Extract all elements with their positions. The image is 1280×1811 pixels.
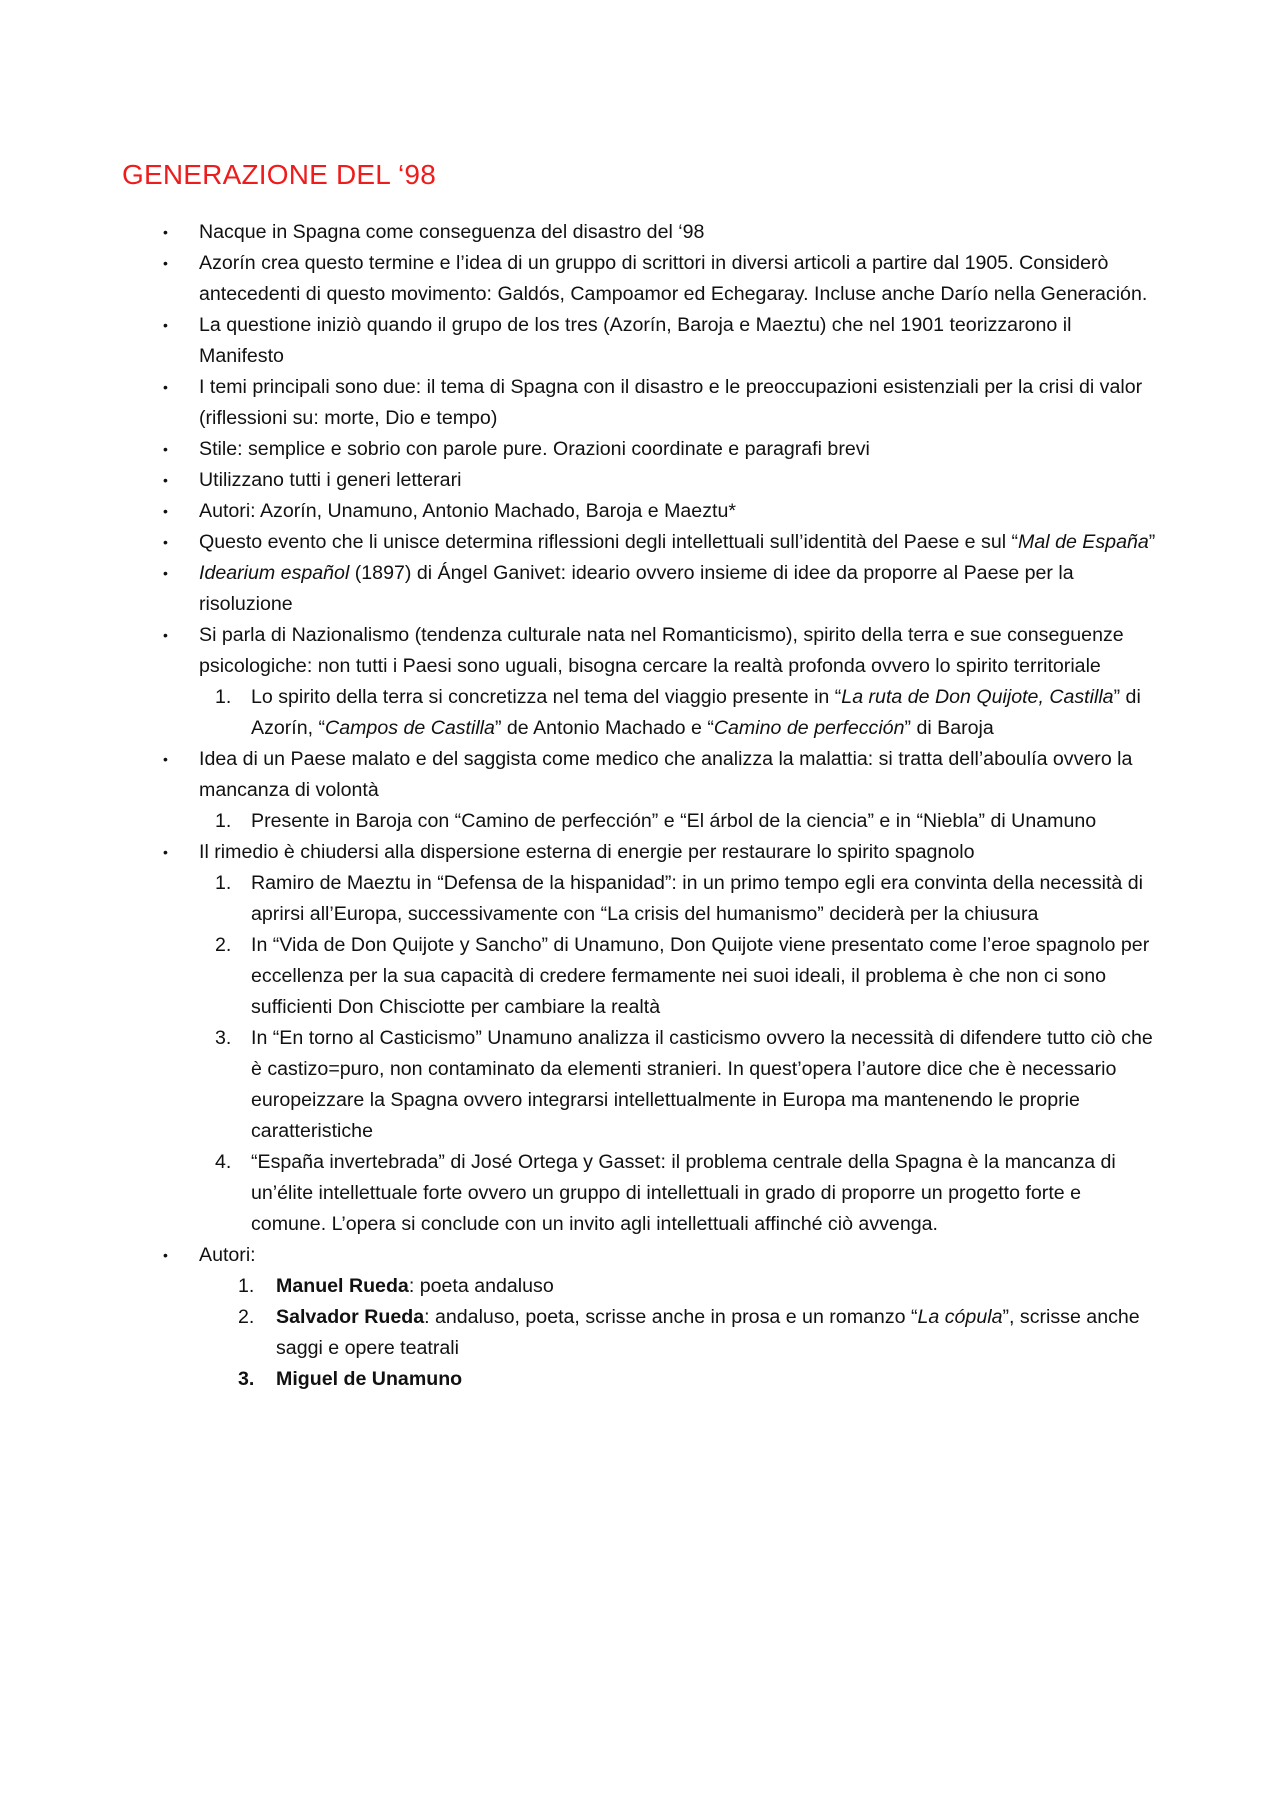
bullet-text: Autori: Azorín, Unamuno, Antonio Machado, Baroja e Maeztu* xyxy=(199,500,736,522)
bullet-item xyxy=(0,620,1280,682)
bullet-item xyxy=(0,837,1280,868)
text-run: Lo spirito della terra si concretizza nel tema del viaggio presente in “ xyxy=(251,686,842,708)
text-run: ” di Azorín, “ xyxy=(251,686,1141,739)
numbered-text: “España invertebrada” di José Ortega y Gasset: il problema centrale della Spagna è la mancanza di un’élite intellettuale forte ovvero un gruppo di intellettuali in grado di proporre un progetto forte e comune. L’opera si conclude con un invito agli intellettuali affinché ciò avvenga. xyxy=(251,1151,1116,1235)
author-name: Salvador Rueda xyxy=(276,1306,425,1328)
document-title: GENERAZIONE DEL ‘98 xyxy=(122,159,436,190)
bullet-text: La questione iniziò quando il grupo de los tres (Azorín, Baroja e Maeztu) che nel 1901 teorizzarono il Manifesto xyxy=(199,314,1072,367)
bullet-icon: • xyxy=(163,503,168,519)
item-number: 2. xyxy=(238,1306,255,1328)
item-number: 1. xyxy=(215,810,232,832)
italic-title: Camino de perfección xyxy=(713,717,905,739)
italic-title: La ruta de Don Quijote, Castilla xyxy=(841,686,1114,708)
bullet-text: Stile: semplice e sobrio con parole pure. Orazioni coordinate e paragrafi brevi xyxy=(199,438,870,460)
bullet-item xyxy=(0,465,1280,496)
bullet-icon: • xyxy=(163,565,168,581)
bullet-icon: • xyxy=(163,1247,168,1263)
bullet-text: I temi principali sono due: il tema di Spagna con il disastro e le preoccupazioni esistenziali per la crisi di valor (riflessioni su: morte, Dio e tempo) xyxy=(199,376,1143,429)
bullet-text: Autori: xyxy=(199,1244,256,1266)
item-number: 3. xyxy=(238,1368,255,1390)
bullet-icon: • xyxy=(163,534,168,550)
bullet-text: Il rimedio è chiudersi alla dispersione esterna di energie per restaurare lo spirito spagnolo xyxy=(199,841,975,863)
text-run: (1897) di Ángel Ganivet: ideario ovvero insieme di idee da proporre al Paese per la risoluzione xyxy=(199,562,1074,615)
text-run: : andaluso, poeta, scrisse anche in prosa e un romanzo “ xyxy=(424,1306,918,1328)
author-item xyxy=(0,1364,1280,1395)
item-number: 3. xyxy=(215,1027,232,1049)
bullet-text: Si parla di Nazionalismo (tendenza culturale nata nel Romanticismo), spirito della terra e sue conseguenze psicologiche: non tutti i Paesi sono uguali, bisogna cercare la realtà profonda ovvero lo spirito territoriale xyxy=(199,624,1124,677)
author-text xyxy=(276,1364,1159,1395)
text-run: ” xyxy=(1148,531,1156,553)
author-item xyxy=(0,1271,1280,1302)
numbered-item xyxy=(0,930,1280,1023)
item-number: 2. xyxy=(215,934,232,956)
bullet-icon: • xyxy=(163,441,168,457)
bullet-text: Nacque in Spagna come conseguenza del disastro del ‘98 xyxy=(199,221,705,243)
document-body xyxy=(0,217,1280,1395)
author-item xyxy=(0,1302,1280,1364)
numbered-text: In “Vida de Don Quijote y Sancho” di Unamuno, Don Quijote viene presentato come l’eroe spagnolo per eccellenza per la sua capacità di credere fermamente nei suoi ideali, il problema è che non ci sono sufficienti Don Chisciotte per cambiare la realtà xyxy=(251,934,1150,1018)
bullet-icon: • xyxy=(163,317,168,333)
text-run: Questo evento che li unisce determina riflessioni degli intellettuali sull’identità del Paese e sul “ xyxy=(199,531,1019,553)
author-name: Manuel Rueda xyxy=(276,1275,409,1297)
bullet-icon: • xyxy=(163,379,168,395)
bullet-item xyxy=(0,744,1280,806)
item-number: 1. xyxy=(215,872,232,894)
bullet-icon: • xyxy=(163,751,168,767)
item-number: 1. xyxy=(238,1275,255,1297)
numbered-item xyxy=(0,806,1280,837)
bullet-item xyxy=(0,310,1280,372)
text-run: ”, scrisse anche saggi e opere teatrali xyxy=(276,1306,1140,1359)
bullet-item xyxy=(0,558,1280,620)
numbered-text xyxy=(251,682,1159,744)
bullet-item xyxy=(0,527,1280,558)
numbered-text: Presente in Baroja con “Camino de perfección” e “El árbol de la ciencia” e in “Niebla” di Unamuno xyxy=(251,810,1097,832)
bullet-text: Utilizzano tutti i generi letterari xyxy=(199,469,462,491)
bullet-item xyxy=(0,372,1280,434)
bullet-item xyxy=(0,434,1280,465)
italic-title: Idearium español xyxy=(199,562,350,584)
numbered-item xyxy=(0,682,1280,744)
numbered-text: Ramiro de Maeztu in “Defensa de la hispanidad”: in un primo tempo egli era convinta della necessità di aprirsi all’Europa, successivamente con “La crisis del humanismo” deciderà per la chiusura xyxy=(251,872,1144,925)
bullet-text xyxy=(199,558,1159,620)
item-number: 4. xyxy=(215,1151,232,1173)
bullet-text xyxy=(199,527,1159,558)
bullet-icon: • xyxy=(163,627,168,643)
bullet-icon: • xyxy=(163,844,168,860)
numbered-item xyxy=(0,1147,1280,1240)
bullet-icon: • xyxy=(163,472,168,488)
italic-title: Mal de España xyxy=(1018,531,1149,553)
italic-title: La cópula xyxy=(917,1306,1003,1328)
author-text xyxy=(276,1271,1159,1302)
numbered-text: In “En torno al Casticismo” Unamuno analizza il casticismo ovvero la necessità di difendere tutto ciò che è castizo=puro, non contaminato da elementi stranieri. In quest’opera l’autore dice che è necessario europeizzare la Spagna ovvero integrarsi intellettualmente in Europa ma mantenendo le proprie caratteristiche xyxy=(251,1027,1153,1142)
bullet-item xyxy=(0,217,1280,248)
italic-title: Campos de Castilla xyxy=(325,717,495,739)
author-text xyxy=(276,1302,1159,1364)
numbered-item xyxy=(0,868,1280,930)
text-run: : poeta andaluso xyxy=(408,1275,554,1297)
item-number: 1. xyxy=(215,686,232,708)
bullet-item xyxy=(0,1240,1280,1271)
text-run: ” de Antonio Machado e “ xyxy=(494,717,714,739)
text-run: ” di Baroja xyxy=(904,717,994,739)
bullet-item xyxy=(0,496,1280,527)
numbered-item xyxy=(0,1023,1280,1147)
bullet-icon: • xyxy=(163,255,168,271)
bullet-icon: • xyxy=(163,224,168,240)
bullet-item xyxy=(0,248,1280,310)
bullet-text: Idea di un Paese malato e del saggista come medico che analizza la malattia: si tratta dell’aboulía ovvero la mancanza di volontà xyxy=(199,748,1133,801)
author-name: Miguel de Unamuno xyxy=(276,1368,463,1390)
bullet-text: Azorín crea questo termine e l’idea di un gruppo di scrittori in diversi articoli a partire dal 1905. Considerò antecedenti di questo movimento: Galdós, Campoamor ed Echegaray. Incluse anche Darío nella Generación. xyxy=(199,252,1148,305)
